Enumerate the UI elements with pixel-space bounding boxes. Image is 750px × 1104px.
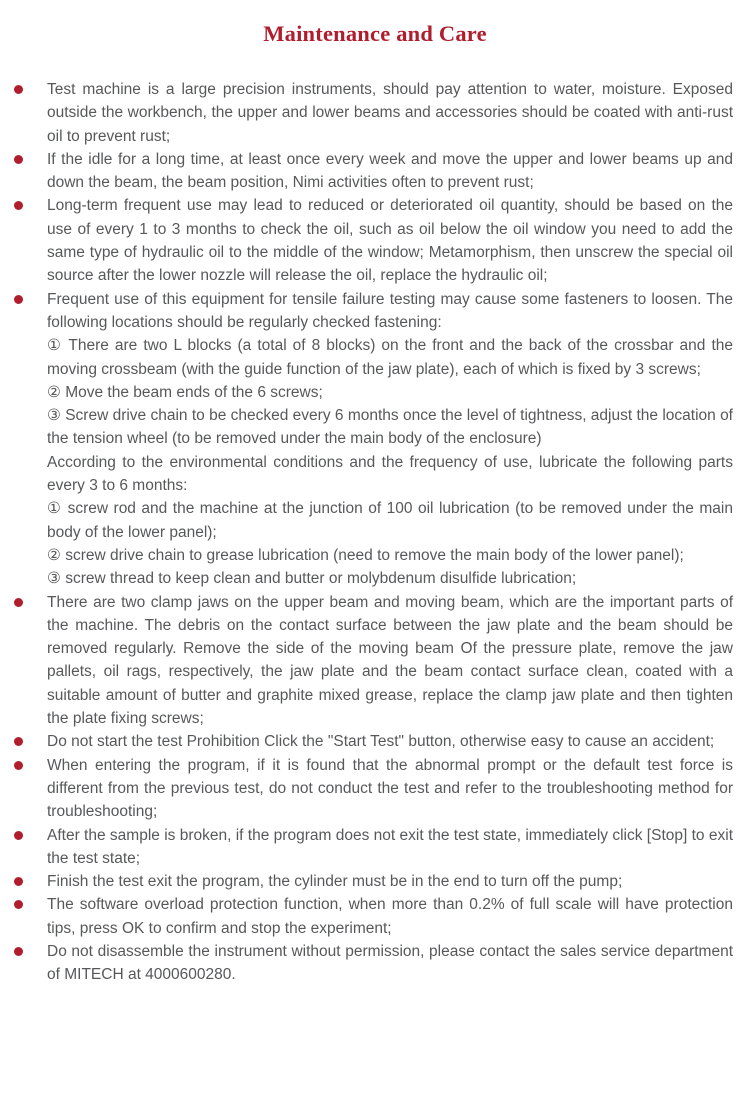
list-item-text: Long-term frequent use may lead to reduced or deteriorated oil quantity, should be based on the use of every 1 to 3 months to check the oil, such as oil below the oil window you need to add the same type of hydraulic oil to the middle of the window; Metamorphism, then unscrew the special oil source after the lower nozzle will release the oil, replace the hydraulic oil;	[47, 197, 733, 285]
list-item	[47, 591, 733, 731]
bullet-circle-icon	[14, 900, 23, 909]
list-item-text: The software overload protection function, when more than 0.2% of full scale will have protection tips, press OK to confirm and stop the experiment;	[47, 896, 733, 937]
list-sub-item-text: ② Move the beam ends of the 6 screws;	[47, 383, 323, 401]
list-sub-item-text: ③ Screw drive chain to be checked every 6 months once the level of tightness, adjust the location of the tension wheel (to be removed under the main body of the enclosure)	[47, 407, 733, 448]
list-item-text: When entering the program, if it is found that the abnormal prompt or the default test force is different from the previous test, do not conduct the test and refer to the troubleshooting method for troubleshooting;	[47, 756, 733, 821]
list-item-text: Frequent use of this equipment for tensile failure testing may cause some fasteners to loosen. The following locations should be regularly checked fastening:	[47, 290, 733, 331]
list-sub-item-text: ① screw rod and the machine at the junction of 100 oil lubrication (to be removed under the main body of the lower panel);	[47, 500, 733, 541]
list-item	[47, 893, 733, 940]
bullet-circle-icon	[14, 877, 23, 886]
list-item-text: Test machine is a large precision instruments, should pay attention to water, moisture. Exposed outside the workbench, the upper and lower beams and accessories should be coated with anti-rust oil to prevent rust;	[47, 81, 733, 145]
bullet-circle-icon	[14, 947, 23, 956]
bullet-circle-icon	[14, 831, 23, 840]
list-item	[47, 288, 733, 591]
list-item	[47, 870, 733, 893]
list-item-text: Finish the test exit the program, the cylinder must be in the end to turn off the pump;	[47, 873, 623, 891]
list-sub-item-text: According to the environmental conditions and the frequency of use, lubricate the following parts every 3 to 6 months:	[47, 453, 733, 495]
bullet-circle-icon	[14, 85, 23, 94]
list-item-text: Do not start the test Prohibition Click the "Start Test" button, otherwise easy to cause an accident;	[47, 733, 715, 751]
list-item-text: There are two clamp jaws on the upper beam and moving beam, which are the important parts of the machine. The debris on the contact surface between the jaw plate and the beam should be removed regularly. Remove the side of the moving beam Of the pressure plate, remove the jaw pallets, oil rags, respectively, the jaw plate and the beam contact surface clean, coated with a suitable amount of butter and graphite mixed grease, replace the clamp jaw plate and then tighten the plate fixing screws;	[47, 593, 733, 728]
list-item	[47, 940, 733, 987]
list-item	[47, 148, 733, 195]
maintenance-list	[0, 78, 750, 987]
bullet-circle-icon	[14, 201, 23, 210]
page-title: Maintenance and Care	[263, 21, 487, 46]
bullet-circle-icon	[14, 737, 23, 746]
list-item	[47, 78, 733, 148]
list-sub-item-text: ① There are two L blocks (a total of 8 blocks) on the front and the back of the crossbar and the moving crossbeam (with the guide function of the jaw plate), each of which is fixed by 3 screws;	[47, 337, 733, 378]
list-item	[47, 754, 733, 824]
list-item-text: After the sample is broken, if the program does not exit the test state, immediately click [Stop] to exit the test state;	[47, 826, 733, 867]
list-item-text: Do not disassemble the instrument without permission, please contact the sales service department of MITECH at 4000600280.	[47, 942, 733, 984]
list-item-text: If the idle for a long time, at least once every week and move the upper and lower beams up and down the beam, the beam position, Nimi activities often to prevent rust;	[47, 150, 733, 192]
list-item	[47, 730, 733, 753]
list-sub-item-text: ③ screw thread to keep clean and butter or molybdenum disulfide lubrication;	[47, 570, 577, 588]
bullet-circle-icon	[14, 598, 23, 607]
bullet-circle-icon	[14, 155, 23, 164]
bullet-circle-icon	[14, 761, 23, 770]
list-sub-item-text: ② screw drive chain to grease lubrication (need to remove the main body of the lower panel);	[47, 546, 684, 564]
list-item	[47, 824, 733, 871]
list-item	[47, 194, 733, 287]
bullet-circle-icon	[14, 295, 23, 304]
